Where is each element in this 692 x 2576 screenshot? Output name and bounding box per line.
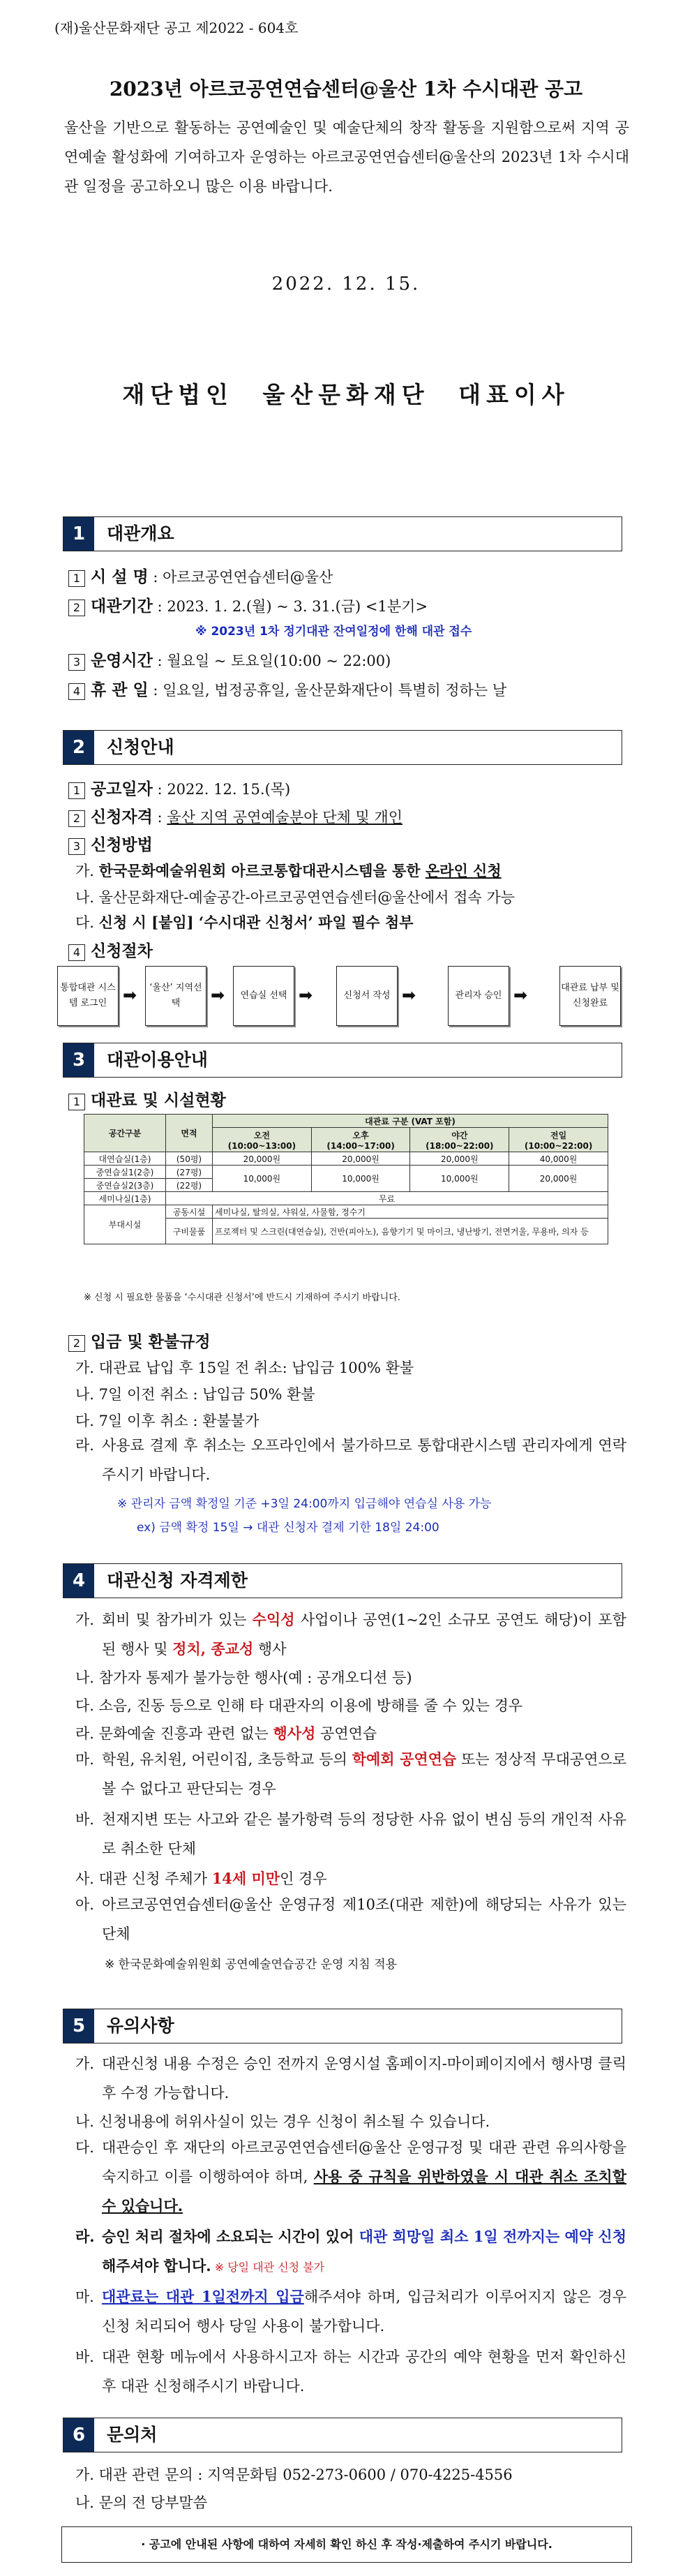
- caution-item: 나. 신청내용에 허위사실이 있는 경우 신청이 취소될 수 있습니다.: [75, 2113, 490, 2130]
- refund-example: ex) 금액 확정 15일 → 대관 신청자 결제 기한 18일 24:00: [137, 1521, 439, 1535]
- th-area: 면적: [166, 1115, 213, 1152]
- section-header-application: [63, 730, 622, 765]
- notice-title: 2023년 아르코공연연습센터@울산 1차 수시대관 공고: [109, 77, 583, 100]
- contact-item: 나. 문의 전 당부말씀: [75, 2494, 208, 2511]
- cell: 10,000원: [311, 1166, 410, 1192]
- cell: 부대시설: [84, 1205, 166, 1244]
- row-label: 공고일자: [91, 780, 153, 798]
- intro-paragraph: 울산을 기반으로 활동하는 공연예술인 및 예술단체의 창작 활동을 지원함으로써 지역 공연예술 활성화에 기여하고자 운영하는 아르코공연연습센터@울산의 2023년 1차 수시대관 일정을 공고하오니 많은 이용 바랍니다.: [64, 119, 629, 195]
- cell: 공동시설: [166, 1205, 213, 1219]
- restriction-item: 가. 회비 및 참가비가 있는 수익성 사업이나 공연(1~2인 소규모 공연도 해당)이 포함된 행사 및 정치, 종교성 행사: [75, 1611, 626, 1658]
- row-label: 시 설 명: [91, 568, 149, 586]
- cell: 20,000원: [311, 1152, 410, 1166]
- row-eligibility: 2 신청자격 : 울산 지역 공연예술분야 단체 및 개인: [68, 804, 403, 827]
- th-space: 공간구분: [84, 1115, 166, 1152]
- flow-step: 연습실 선택: [233, 966, 294, 1026]
- item-text: 한국문화예술위원회 아르코통합대관시스템을 통한: [98, 862, 426, 879]
- row-label: 신청자격: [91, 808, 153, 826]
- notice-date: 2022. 12. 15.: [271, 274, 421, 295]
- document-number: (재)울산문화재단 공고 제2022 - 604호: [54, 20, 299, 36]
- table-row: [84, 1192, 608, 1205]
- row-procedure: [68, 938, 153, 961]
- row-label: 운영시간: [91, 652, 153, 670]
- refund-item: 가. 대관료 납입 후 15일 전 취소: 납입금 100% 환불: [75, 1360, 414, 1376]
- row-label: 휴 관 일: [91, 681, 149, 699]
- restriction-item: 바. 천재지변 또는 사고와 같은 불가항력 등의 정당한 사유 없이 변심 등의 개인적 사유로 취소한 단체: [75, 1811, 626, 1857]
- caution-item: 가. 대관신청 내용 수정은 승인 전까지 운영시설 홈페이지-마이페이지에서 행사명 클릭 후 수정 가능합니다.: [75, 2055, 626, 2101]
- row-value: 아르코공연연습센터@울산: [163, 569, 333, 586]
- row-value: 일요일, 법정공휴일, 울산문화재단이 특별히 정하는 날: [163, 682, 507, 699]
- section-title: 대관개요: [107, 523, 174, 544]
- caution-item: 라. 승인 처리 절차에 소요되는 시간이 있어 대관 희망일 최소 1일 전까지는 예약 신청해주셔야 합니다. ※ 당일 대관 신청 불가: [75, 2228, 626, 2275]
- table-row: [84, 1152, 608, 1166]
- item-index: 나.: [75, 889, 94, 906]
- item-index: 다.: [75, 914, 94, 931]
- item-number-box: 2: [68, 600, 85, 616]
- section-number: 6: [63, 2418, 94, 2452]
- arrow-right-icon: ➡: [299, 985, 313, 1005]
- section-header-cautions: [63, 2009, 622, 2043]
- section-title: 신청안내: [107, 737, 174, 757]
- item-number-box: 1: [68, 782, 85, 799]
- refund-item: 라. 사용료 결제 후 취소는 오프라인에서 불가하므로 통합대관시스템 관리자에게 연락주시기 바랍니다.: [75, 1437, 626, 1483]
- cell: 10,000원: [213, 1166, 312, 1192]
- th-afternoon: 오후 (14:00~17:00): [311, 1128, 410, 1152]
- section-number: 2: [63, 731, 94, 764]
- section-title: 문의처: [107, 2425, 158, 2445]
- row-value: 2022. 12. 15.(목): [167, 781, 291, 798]
- section-number: 4: [63, 1564, 94, 1598]
- th-allday: 전일 (10:00~22:00): [509, 1128, 608, 1152]
- caution-item: 다. 대관승인 후 재단의 아르코공연연습센터@울산 운영규정 및 대관 관련 유의사항을 숙지하고 이를 이행하여야 하며, 사용 중 규칙을 위반하였을 시 대관 취소 조치할 수 있습니다.: [75, 2139, 626, 2214]
- row-label: 대관료 및 시설현황: [91, 1092, 226, 1110]
- cell: 무료: [166, 1192, 608, 1205]
- cell: 20,000원: [213, 1152, 312, 1166]
- restriction-item: 마. 학원, 유치원, 어린이집, 초등학교 등의 학예회 공연연습 또는 정상적 무대공연으로 볼 수 없다고 판단되는 경우: [75, 1750, 626, 1797]
- row-value: 월요일 ~ 토요일(10:00 ~ 22:00): [167, 653, 391, 669]
- row-notice-date: 1 공고일자 : 2022. 12. 15.(목): [68, 776, 290, 799]
- cell: 세미나실(1층): [84, 1192, 166, 1205]
- flow-step: 신청서 작성: [336, 966, 398, 1026]
- refund-item: 나. 7일 이전 취소 : 납입금 50% 환불: [75, 1386, 315, 1403]
- footer-notice-box: · 공고에 안내된 사항에 대하여 자세히 확인 하신 후 작성·제출하여 주시기 바랍니다.: [61, 2526, 632, 2563]
- item-highlight: 온라인 신청: [425, 862, 502, 879]
- sub-fees: [68, 1087, 226, 1110]
- restriction-note: ※ 한국문화예술위원회 공연예술연습공간 운영 지침 적용: [105, 1958, 397, 1972]
- sub-refund: [68, 1329, 211, 1352]
- refund-item: 다. 7일 이후 취소 : 환불불가: [75, 1413, 260, 1429]
- cell: 40,000원: [509, 1152, 608, 1166]
- row-value: 울산 지역 공연예술분야 단체 및 개인: [167, 809, 403, 826]
- row-period: 2 대관기간 : 2023. 1. 2.(월) ~ 3. 31.(금) <1분기>: [68, 593, 428, 616]
- cell: 중연습실1(2층): [84, 1166, 166, 1179]
- item-number-box: 2: [68, 810, 85, 827]
- th-night: 야간 (18:00~22:00): [410, 1128, 509, 1152]
- cell: 구비물품: [166, 1219, 213, 1244]
- item-text: 울산문화재단-예술공간-아르코공연연습센터@울산에서 접속 가능: [98, 889, 515, 906]
- arrow-right-icon: ➡: [211, 985, 225, 1005]
- refund-note: ※ 관리자 금액 확정일 기준 +3일 24:00까지 입금해야 연습실 사용 가능: [117, 1497, 492, 1511]
- restriction-item: 다. 소음, 진동 등으로 인해 타 대관자의 이용에 방해를 줄 수 있는 경우: [75, 1697, 523, 1714]
- fee-table: [84, 1114, 608, 1244]
- row-label: 대관기간: [91, 597, 153, 616]
- table-footnote: ※ 신청 시 필요한 물품을 ‘수시대관 신청서’에 반드시 기재하여 주시기 바랍니다.: [84, 1293, 400, 1303]
- cell: (50평): [166, 1152, 213, 1166]
- row-value: 2023. 1. 2.(월) ~ 3. 31.(금) <1분기>: [167, 598, 428, 615]
- method-item-ga: [75, 860, 502, 881]
- table-row: [84, 1205, 608, 1219]
- item-number-box: 4: [68, 944, 85, 961]
- arrow-right-icon: ➡: [513, 985, 528, 1005]
- section-header-usage: [63, 1043, 622, 1078]
- caution-item: 바. 대관 현황 메뉴에서 사용하시고자 하는 시간과 공간의 예약 현황을 먼저 확인하신 후 대관 신청해주시기 바랍니다.: [75, 2348, 626, 2395]
- caution-item: 마. 대관료는 대관 1일전까지 입금해주셔야 하며, 입금처리가 이루어지지 않은 경우 신청 처리되어 행사 당일 사용이 불가합니다.: [75, 2288, 626, 2335]
- contact-item: 가. 대관 관련 문의 : 지역문화팀 052-273-0600 / 070-4225-4556: [75, 2466, 513, 2483]
- cell: 20,000원: [410, 1152, 509, 1166]
- restriction-item: 라. 문화예술 진흥과 관련 없는 행사성 공연연습: [75, 1725, 377, 1742]
- restriction-item: 아. 아르코공연연습센터@울산 운영규정 제10조(대관 제한)에 해당되는 사유가 있는 단체: [75, 1896, 626, 1942]
- arrow-right-icon: ➡: [402, 985, 416, 1005]
- cell: (22평): [166, 1179, 213, 1192]
- method-item-na: [75, 886, 515, 907]
- procedure-flowchart: [57, 966, 643, 1026]
- section-header-restrictions: [63, 1563, 622, 1598]
- item-number-box: 2: [68, 1335, 85, 1352]
- row-label: 신청방법: [91, 836, 153, 854]
- cell: 대연습실(1층): [84, 1152, 166, 1166]
- flow-step: 통합대관 시스템 로그인: [57, 966, 119, 1026]
- section-title: 대관신청 자격제한: [107, 1570, 248, 1591]
- th-fee: 대관료 구분 (VAT 포함): [213, 1115, 608, 1128]
- cell: 세미나실, 탈의실, 샤워실, 사물함, 정수기: [213, 1205, 608, 1219]
- flow-step: 관리자 승인: [448, 966, 509, 1026]
- row-label: 입금 및 환불규정: [91, 1333, 211, 1351]
- row-facility: 1 시 설 명 : 아르코공연연습센터@울산: [68, 564, 333, 587]
- section-header-contact: [63, 2418, 622, 2452]
- item-number-box: 4: [68, 683, 85, 700]
- item-text: 신청 시 [붙임] ‘수시대관 신청서’ 파일 필수 첨부: [98, 914, 414, 931]
- row-hours: 3 운영시간 : 월요일 ~ 토요일(10:00 ~ 22:00): [68, 648, 391, 671]
- section-number: 1: [63, 517, 94, 551]
- cell: (27평): [166, 1166, 213, 1179]
- section-number: 5: [63, 2009, 94, 2043]
- item-index: 가.: [75, 863, 94, 879]
- row-label: 신청절차: [91, 942, 153, 960]
- cell: 프로젝터 및 스크린(대연습실), 건반(피아노), 음향기기 및 마이크, 냉난방기, 전면거울, 무용바, 의자 등: [213, 1219, 608, 1244]
- period-note: ※ 2023년 1차 정기대관 잔여일정에 한해 대관 접수: [195, 625, 472, 639]
- issuer-name: 재단법인 울산문화재단 대표이사: [122, 381, 570, 408]
- restriction-item: 나. 참가자 통제가 불가능한 행사(예 : 공개오디션 등): [75, 1669, 412, 1686]
- arrow-right-icon: ➡: [123, 985, 137, 1005]
- section-header-overview: [63, 516, 622, 551]
- table-row: [84, 1166, 608, 1179]
- section-title: 유의사항: [107, 2016, 174, 2036]
- cell: 10,000원: [410, 1166, 509, 1192]
- method-item-da: [75, 911, 413, 932]
- th-morning: 오전 (10:00~13:00): [213, 1128, 312, 1152]
- section-number: 3: [63, 1043, 94, 1077]
- cell: 중연습실2(3층): [84, 1179, 166, 1192]
- item-number-box: 1: [68, 570, 85, 587]
- row-method: [68, 832, 153, 855]
- section-title: 대관이용안내: [107, 1050, 208, 1070]
- cell: 20,000원: [509, 1166, 608, 1192]
- item-number-box: 3: [68, 838, 85, 855]
- flow-step: 대관료 납부 및 신청완료: [559, 966, 621, 1026]
- row-closed-days: 4 휴 관 일 : 일요일, 법정공휴일, 울산문화재단이 특별히 정하는 날: [68, 677, 506, 700]
- flow-step: ‘울산’ 지역선택: [145, 966, 206, 1026]
- item-number-box: 3: [68, 654, 85, 671]
- restriction-item: 사. 대관 신청 주체가 14세 미만인 경우: [75, 1870, 327, 1887]
- item-number-box: 1: [68, 1094, 85, 1110]
